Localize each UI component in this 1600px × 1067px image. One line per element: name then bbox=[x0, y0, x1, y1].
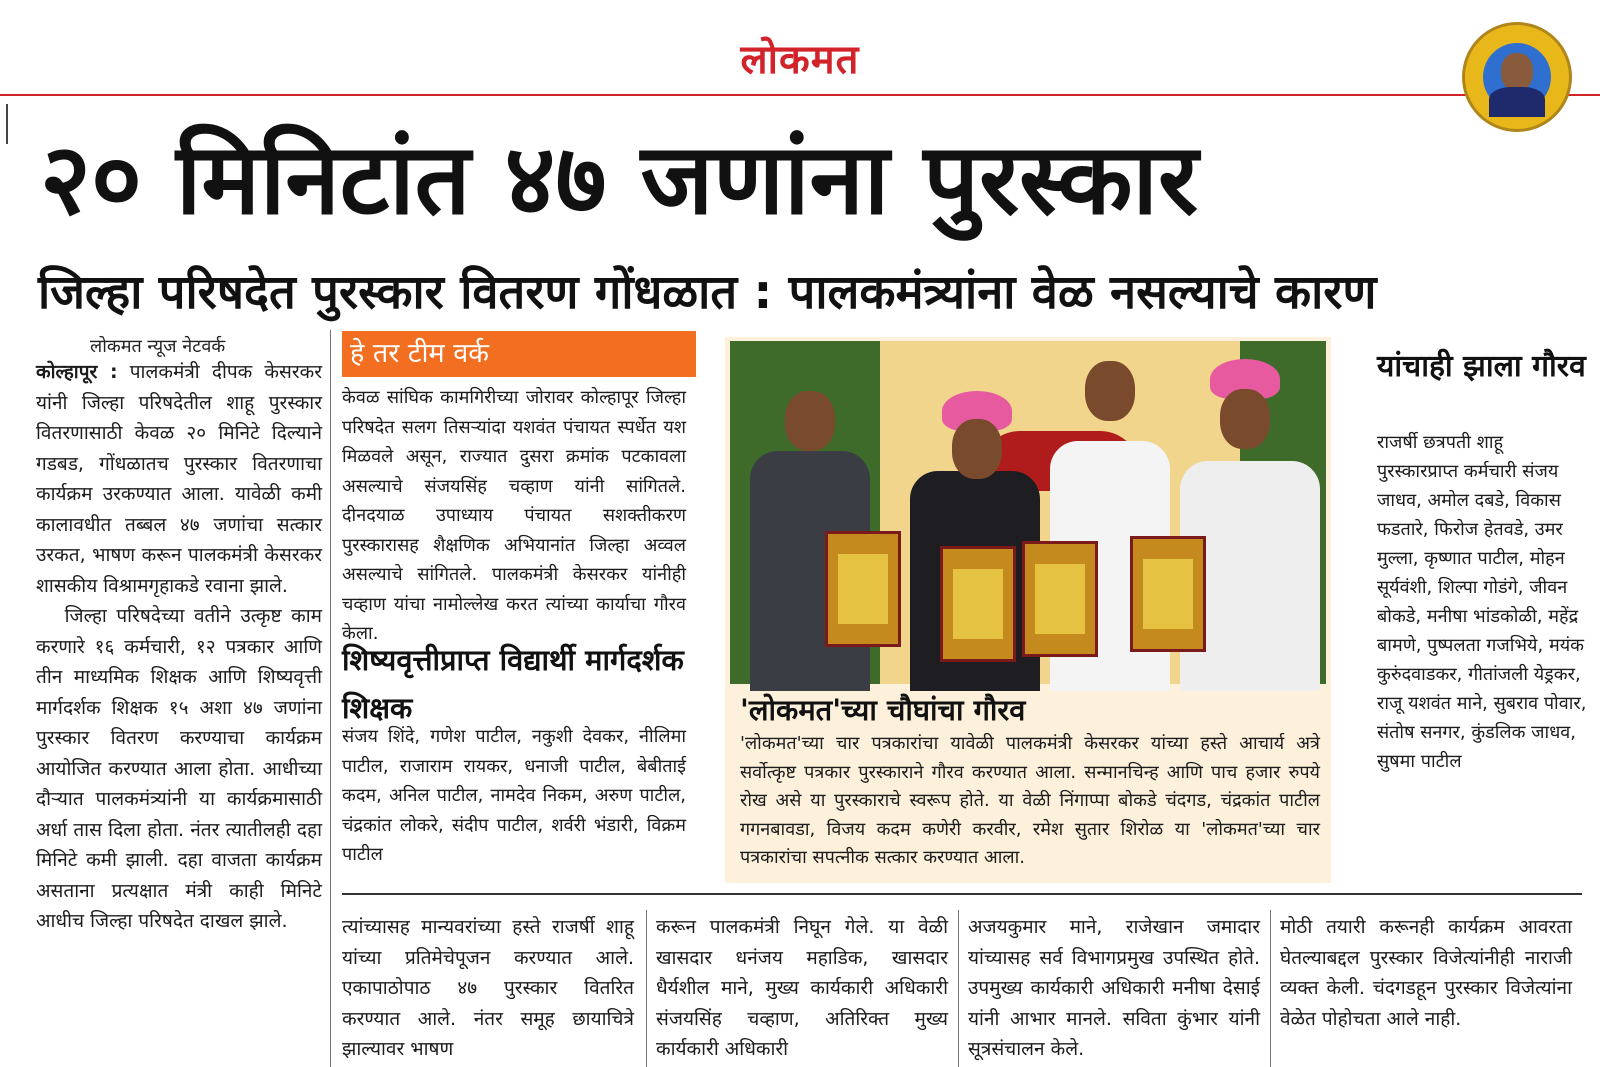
dateline: कोल्हापूर : bbox=[36, 361, 118, 383]
award-plaque-2 bbox=[940, 546, 1016, 662]
scholarship-heading: शिष्यवृत्तीप्राप्त विद्यार्थी मार्गदर्शक शिक्षक bbox=[342, 643, 684, 725]
bottom-separator bbox=[958, 910, 959, 1067]
bottom-column-1: त्यांच्यासह मान्यवरांच्या हस्ते राजर्षी शाहू यांच्या प्रतिमेचेपूजन करण्यात आले. एकापाठोपाठ ४७ पुरस्कार वितरित करण्यात आले. नंतर समूह छायाचित्रे झाल्यावर भाषण bbox=[342, 916, 634, 1060]
bottom-column-3: अजयकुमार माने, राजेखान जमादार यांच्यासह सर्व विभागप्रमुख उपस्थित होते. उपमुख्य कार्यकारी अधिकारी मनीषा देसाई यांनी आभार मानले. सविता कुंभार यांनी सूत्रसंचालन केले. bbox=[968, 916, 1260, 1060]
column-separator bbox=[330, 330, 331, 1067]
award-plaque-4 bbox=[1130, 536, 1206, 652]
award-plaque-3 bbox=[1022, 541, 1098, 657]
scholarship-body: संजय शिंदे, गणेश पाटील, नकुशी देवकर, नीलिमा पाटील, राजाराम रायकर, धनाजी पाटील, बेबीताई कदम, अनिल पाटील, नामदेव निकम, अरुण पाटील, चंद्रकांत लोकरे, संदीप पाटील, शर्वरी भंडारी, विक्रम पाटील bbox=[342, 726, 686, 865]
badge-portrait bbox=[1483, 43, 1551, 111]
award-plaque-1 bbox=[825, 531, 901, 647]
photo-caption-body: 'लोकमत'च्या चार पत्रकारांचा यावेळी पालकमंत्री केसरकर यांच्या हस्ते आचार्य अत्रे सर्वोत्कृष्ट पत्रकार पुरस्काराने गौरव करण्यात आला. सन्मानचिन्ह आणि पाच हजार रुपये रोख असे या पुरस्काराचे स्वरूप होते. या वेळी निंगाप्पा बोकडे चंदगड, चंद्रकांत पाटील गगनबावडा, विजय कदम कणेरी करवीर, रमेश सुतार शिरोळ या 'लोकमत'च्या चार पत्रकारांचा सपत्नीक सत्कार करण्यात आला. bbox=[740, 733, 1320, 868]
headline: २० मिनिटांत ४७ जणांना पुरस्कार bbox=[40, 123, 1199, 237]
article-para-1: पालकमंत्री दीपक केसरकर यांनी जिल्हा परिषदेतील शाहू पुरस्कार वितरणासाठी केवळ २० मिनिटे दिल्याने गडबड, गोंधळातच पुरस्कार वितरणाचा कार्यक्रम उरकण्यात आला. यावेळी कमी कालावधीत तब्बल ४७ जणांचा सत्कार उरकत, भाषण करून पालकमंत्री केसरकर शासकीय विश्रामगृहाकडे रवाना झाले. bbox=[36, 361, 322, 597]
bottom-separator bbox=[1270, 910, 1271, 1067]
article-para-2: जिल्हा परिषदेच्या वतीने उत्कृष्ट काम करणारे १६ कर्मचारी, १२ पत्रकार आणि तीन माध्यमिक शिक्षक आणि शिष्यवृत्ती मार्गदर्शक शिक्षक १५ अशा ४७ जणांना पुरस्कार वितरण करण्याचा कार्यक्रम आयोजित करण्यात आला होता. आधीच्या दौऱ्यात पालकमंत्र्यांनी या कार्यक्रमासाठी अर्धा तास दिला होता. नंतर त्यातीलही दहा मिनिटे कमी झाली. दहा वाजता कार्यक्रम असताना प्रत्यक्षात मंत्री काही मिनिटे आधीच जिल्हा परिषदेत दाखल झाले. bbox=[36, 605, 322, 932]
person-3-head bbox=[1085, 361, 1135, 421]
badge-shirt bbox=[1489, 87, 1545, 117]
masthead-logo: लोकमत bbox=[740, 36, 860, 83]
bottom-column-2: करून पालकमंत्री निघून गेले. या वेळी खासदार धनंजय महाडिक, खासदार धैर्यशील माने, मुख्य कार्यकारी अधिकारी संजयसिंह चव्हाण, अतिरिक्त मुख्य कार्यकारी अधिकारी bbox=[656, 916, 948, 1060]
bottom-column-4: मोठी तयारी करूनही कार्यक्रम आवरता घेतल्याबद्दल पुरस्कार विजेत्यांनीही नाराजी व्यक्त केली. चंदगडहून पुरस्कार विजेत्यांना वेळेत पोहोचता आले नाही. bbox=[1280, 916, 1572, 1030]
left-rule bbox=[6, 104, 8, 144]
sidebar-body: राजर्षी छत्रपती शाहू पुरस्कारप्राप्त कर्मचारी संजय जाधव, अमोल दबडे, विकास फडतारे, फिरोज हेतवडे, उमर मुल्ला, कृष्णात पाटील, मोहन सूर्यवंशी, शिल्पा गोडंगे, जीवन बोकडे, मनीषा भांडकोळी, महेंद्र बामणे, पुष्पलता गजभिये, मयंक कुरुंदवाडकर, गीतांजली येड्रकर, राजू यशवंत माने, सुबराव पोवार, संतोष सनगर, कुंडलिक जाधव, सुषमा पाटील bbox=[1377, 432, 1587, 772]
teamwork-heading: हे तर टीम वर्क bbox=[342, 331, 696, 377]
bottom-divider bbox=[342, 893, 1582, 895]
person-1-head bbox=[785, 391, 835, 451]
subheadline: जिल्हा परिषदेत पुरस्कार वितरण गोंधळात : पालकमंत्र्यांना वेळ नसल्याचे कारण bbox=[38, 265, 1377, 320]
byline: लोकमत न्यूज नेटवर्क bbox=[90, 336, 226, 357]
teamwork-body: केवळ सांघिक कामगिरीच्या जोरावर कोल्हापूर जिल्हा परिषदेत सलग तिसऱ्यांदा यशवंत पंचायत स्पर्धेत यश मिळवले असून, राज्यात दुसरा क्रमांक पटकावला असल्याचे संजयसिंह चव्हाण यांनी सांगितले. दीनदयाळ उपाध्याय पंचायत सशक्तीकरण पुरस्कारासह शैक्षणिक अभियानांत जिल्हा अव्वल असल्याचे सांगितले. पालकमंत्री केसरकर यांनीही चव्हाण यांचा नामोल्लेख करत त्यांच्या कार्याचा गौरव केला. bbox=[342, 387, 686, 644]
person-4-head bbox=[1220, 389, 1270, 449]
bottom-separator bbox=[646, 910, 647, 1067]
award-photo bbox=[730, 341, 1326, 684]
masthead-divider bbox=[0, 94, 1600, 96]
person-2-head bbox=[952, 419, 1002, 479]
badge-face bbox=[1501, 53, 1533, 91]
photo-caption-heading: 'लोकमत'च्या चौघांचा गौरव bbox=[740, 693, 1026, 727]
main-article-column bbox=[36, 357, 322, 1067]
sidebar-heading: यांचाही झाला गौरव bbox=[1377, 349, 1586, 384]
